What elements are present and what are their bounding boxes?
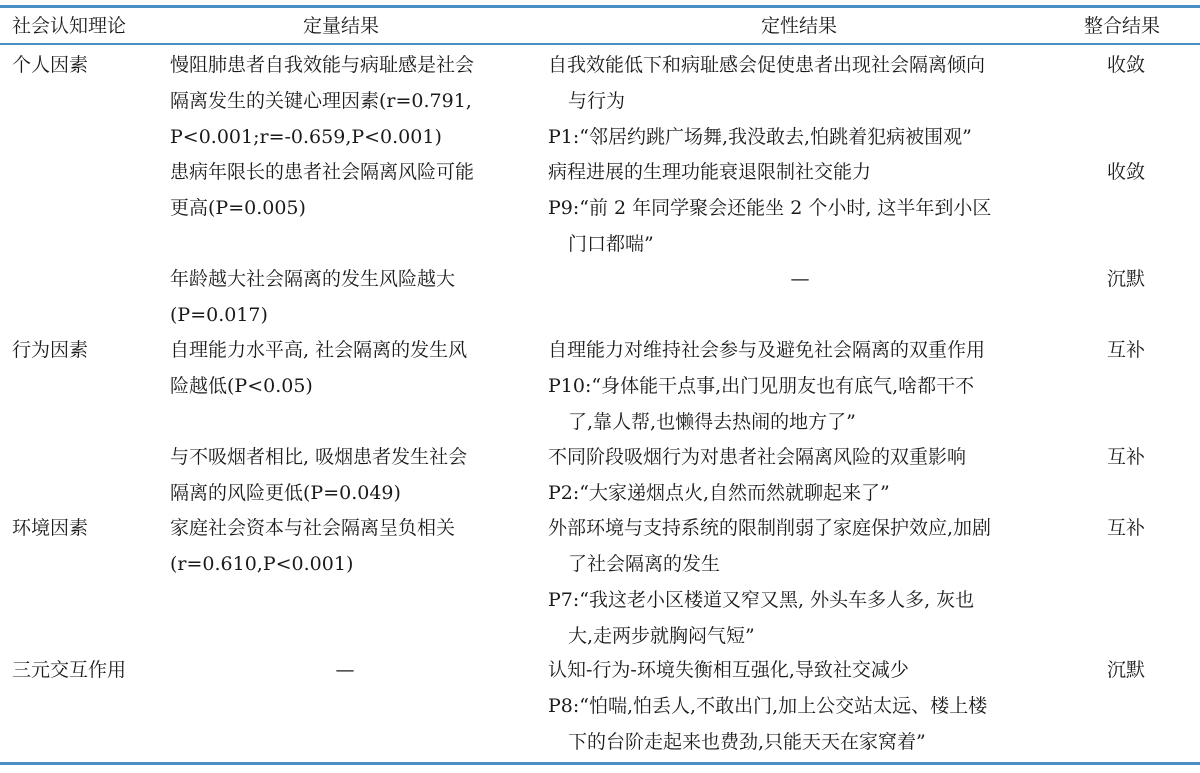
- row-quantitative: [170, 439, 467, 511]
- row-category: 行为因素: [12, 339, 89, 361]
- row-quantitative: [170, 332, 467, 404]
- row-integration: 沉默: [1107, 268, 1146, 290]
- header-qualitative: 定性结果: [761, 15, 838, 37]
- qual-line: P10:“身体能干点事,出门见朋友也有底气,啥都干不: [548, 375, 975, 397]
- row-qualitative: [548, 510, 991, 654]
- row-integration: 互补: [1107, 517, 1146, 539]
- qual-line: P9:“前 2 年同学聚会还能坐 2 个小时, 这半年到小区: [548, 197, 992, 219]
- row-qualitative: [548, 47, 985, 155]
- table-top-rule: [0, 5, 1200, 8]
- quant-line: P<0.001;r=-0.659,P<0.001): [170, 126, 442, 148]
- header-integration: 整合结果: [1084, 15, 1161, 37]
- row-quantitative: [170, 261, 455, 333]
- quant-line: 与不吸烟者相比, 吸烟患者发生社会: [170, 446, 468, 468]
- qual-line: 认知-行为-环境失衡相互强化,导致社交减少: [548, 659, 909, 681]
- qual-line: 了社会隔离的发生: [568, 553, 721, 575]
- row-integration: 收敛: [1107, 161, 1146, 183]
- quant-line: 年龄越大社会隔离的发生风险越大: [170, 268, 456, 290]
- quant-line: 险越低(P<0.05): [170, 375, 313, 397]
- quant-line: 隔离发生的关键心理因素(r=0.791,: [170, 90, 472, 112]
- qual-line: 不同阶段吸烟行为对患者社会隔离风险的双重影响: [548, 446, 967, 468]
- qual-line: 下的台阶走起来也费劲,只能天天在家窝着”: [568, 731, 926, 753]
- row-qualitative: [548, 154, 991, 262]
- quant-line: 自理能力水平高, 社会隔离的发生风: [170, 339, 468, 361]
- row-integration: 沉默: [1107, 659, 1146, 681]
- qual-line: P7:“我这老小区楼道又窄又黑, 外头车多人多, 灰也: [548, 589, 975, 611]
- quant-line: 更高(P=0.005): [170, 197, 306, 219]
- row-category: 个人因素: [12, 54, 89, 76]
- row-quantitative-empty: —: [335, 659, 355, 681]
- table-header-rule: [0, 43, 1200, 45]
- row-integration: 互补: [1107, 446, 1146, 468]
- header-quantitative: 定量结果: [303, 15, 380, 37]
- quant-line: 家庭社会资本与社会隔离呈负相关: [170, 517, 456, 539]
- row-qualitative: [548, 652, 987, 760]
- quant-line: 患病年限长的患者社会隔离风险可能: [170, 161, 475, 183]
- row-qualitative: [548, 332, 985, 440]
- qual-line: 自我效能低下和病耻感会促使患者出现社会隔离倾向: [548, 54, 986, 76]
- qual-line: P1:“邻居约跳广场舞,我没敢去,怕跳着犯病被围观”: [548, 126, 972, 148]
- quant-line: (r=0.610,P<0.001): [170, 553, 354, 575]
- quant-line: 隔离的风险更低(P=0.049): [170, 482, 401, 504]
- qual-line: 自理能力对维持社会参与及避免社会隔离的双重作用: [548, 339, 986, 361]
- qual-line: 门口都喘”: [568, 233, 654, 255]
- qual-line: P2:“大家递烟点火,自然而然就聊起来了”: [548, 482, 890, 504]
- row-qualitative-empty: —: [790, 268, 810, 290]
- quant-line: 慢阻肺患者自我效能与病耻感是社会: [170, 54, 475, 76]
- row-qualitative: [548, 439, 966, 511]
- qual-line: P8:“怕喘,怕丢人,不敢出门,加上公交站太远、楼上楼: [548, 695, 988, 717]
- qual-line: 外部环境与支持系统的限制削弱了家庭保护效应,加剧: [548, 517, 992, 539]
- row-quantitative: [170, 47, 474, 155]
- qual-line: 病程进展的生理功能衰退限制社交能力: [548, 161, 872, 183]
- row-integration: 收敛: [1107, 54, 1146, 76]
- table-bottom-rule: [0, 762, 1200, 765]
- header-theory: 社会认知理论: [12, 15, 127, 37]
- qual-line: 了,靠人帮,也懒得去热闹的地方了”: [568, 411, 856, 433]
- row-integration: 互补: [1107, 339, 1146, 361]
- qual-line: 与行为: [568, 90, 626, 112]
- row-quantitative: [170, 510, 455, 582]
- qual-line: 大,走两步就胸闷气短”: [568, 625, 755, 647]
- row-category: 三元交互作用: [12, 659, 127, 681]
- row-category: 环境因素: [12, 517, 89, 539]
- quant-line: (P=0.017): [170, 304, 268, 326]
- row-quantitative: [170, 154, 474, 226]
